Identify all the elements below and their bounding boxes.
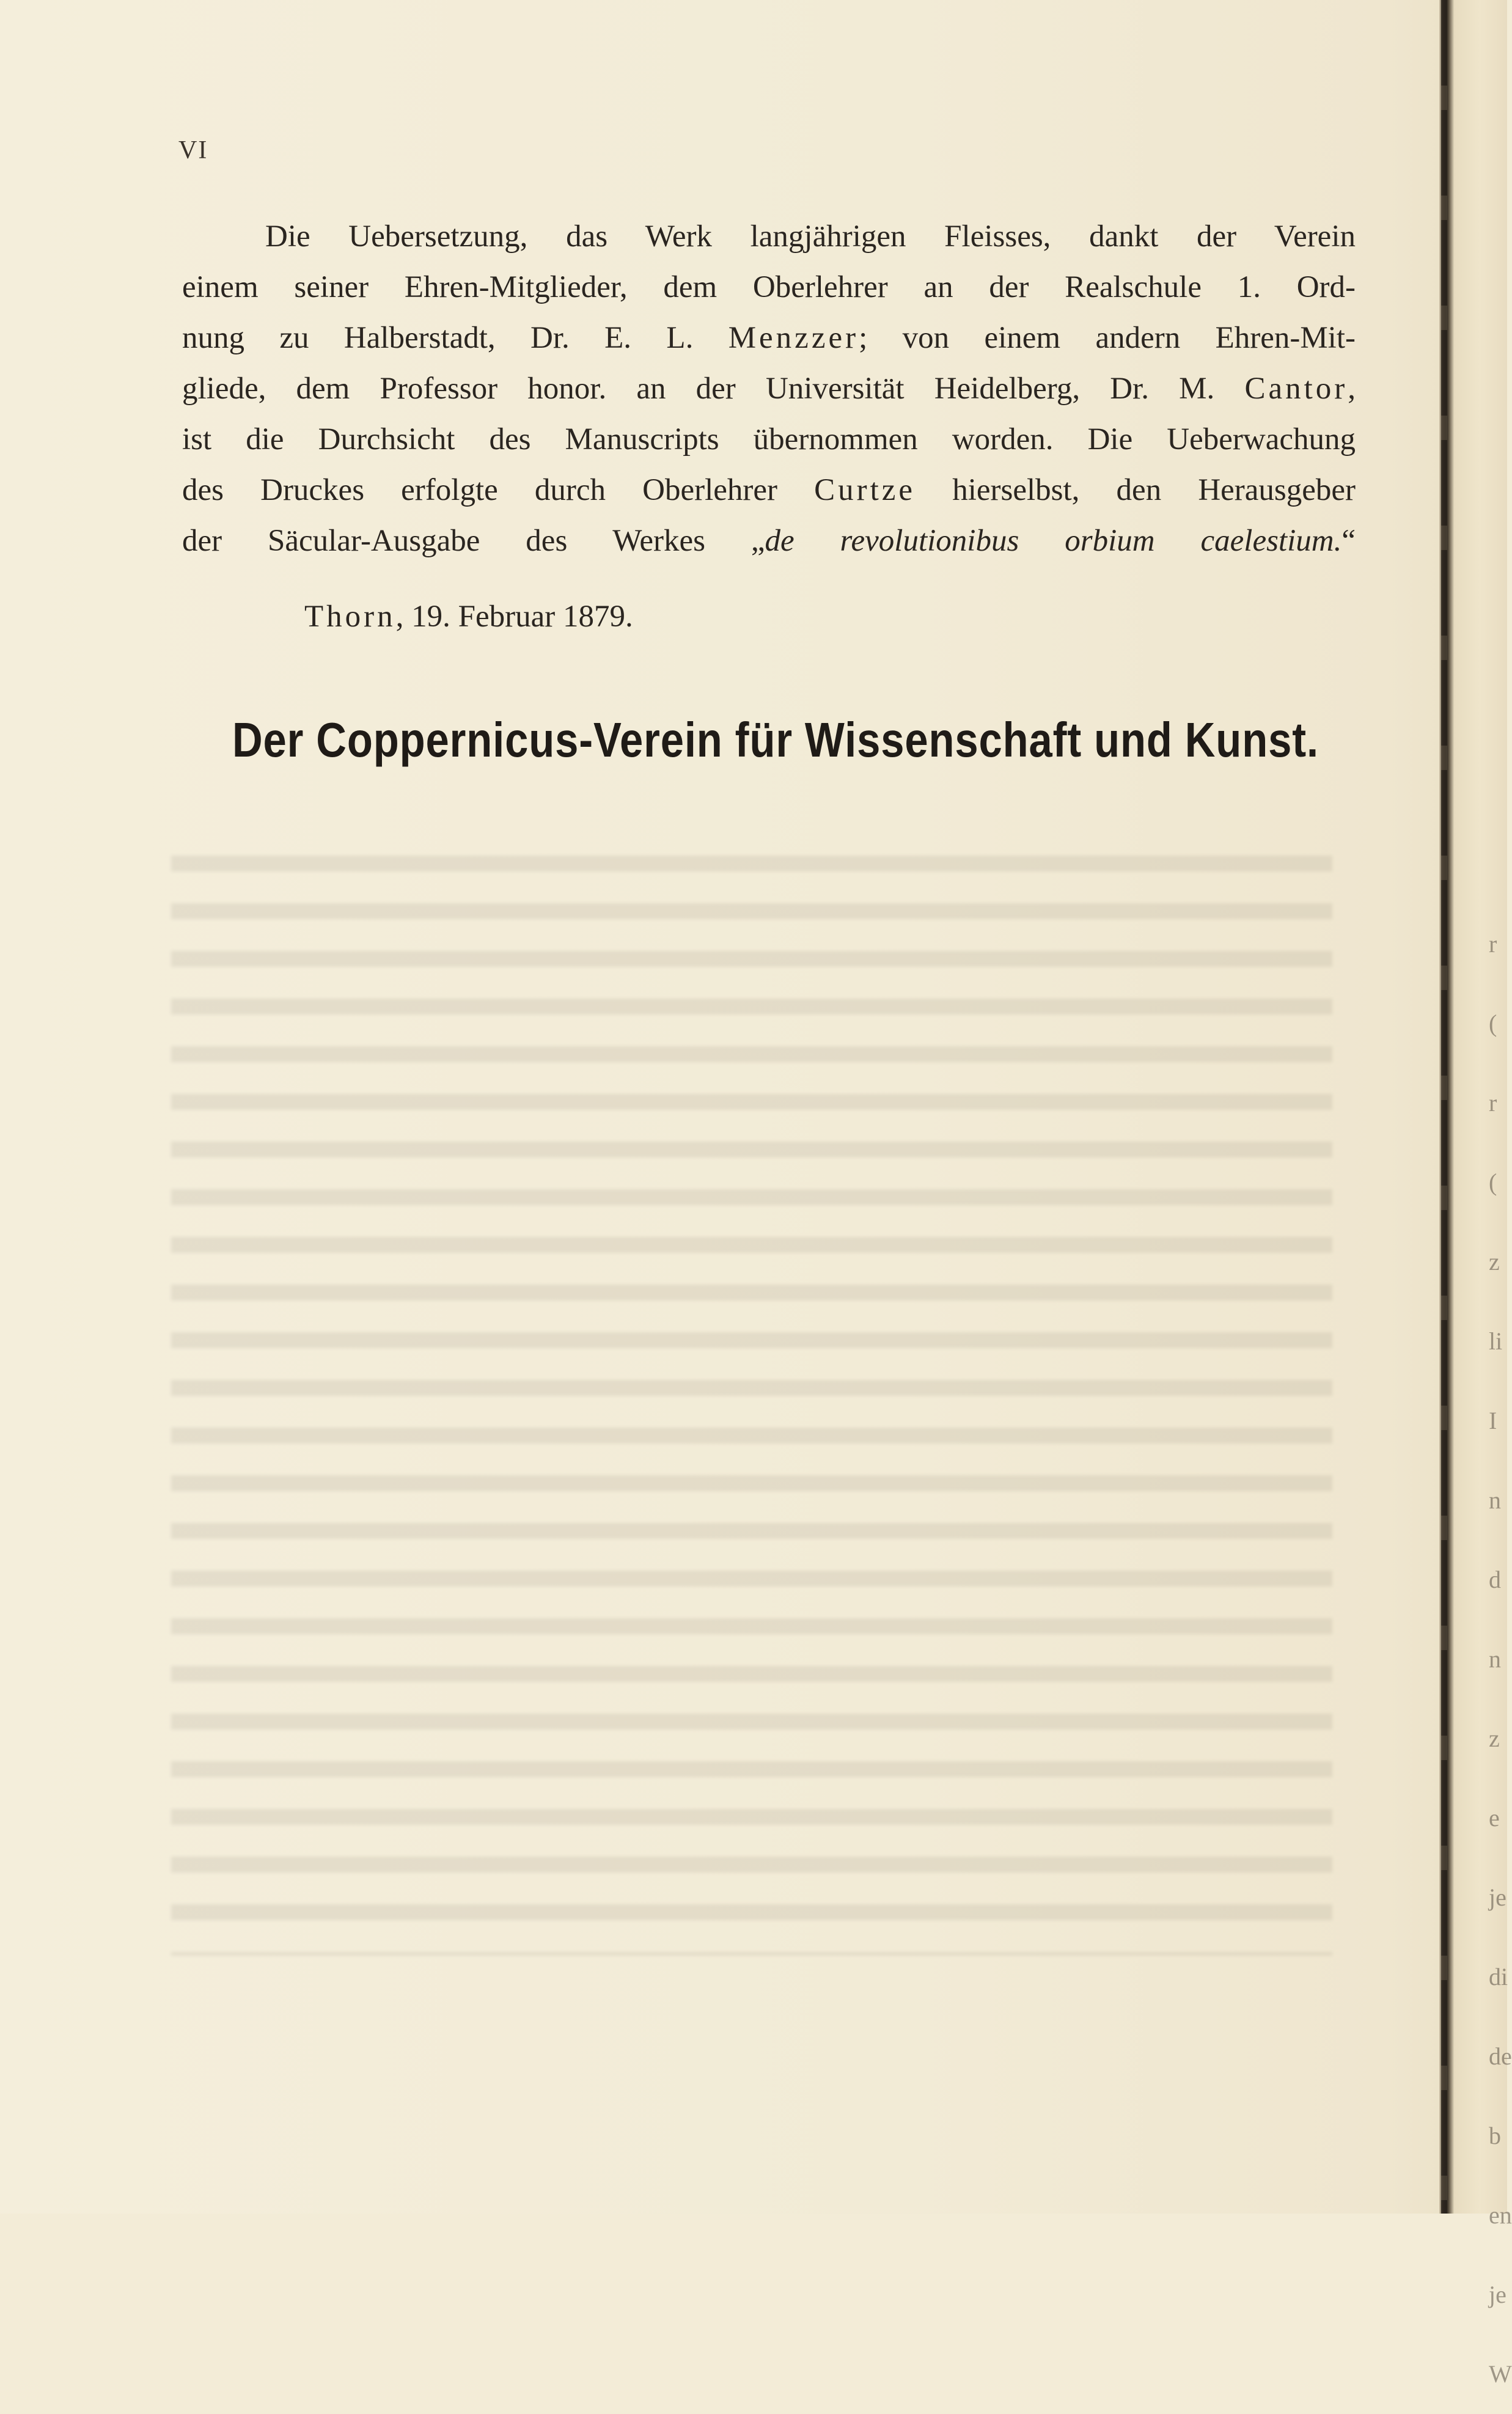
- paragraph-line-3: [182, 313, 1356, 364]
- binding-edge: [1441, 0, 1447, 2214]
- paragraph-line-5: ist die Durchsicht des Manuscripts übernommen worden. Die Ueberwachung: [182, 422, 1356, 457]
- dateline: [304, 599, 633, 634]
- line6-text-a: des Druckes erfolgte durch Oberlehrer: [182, 473, 777, 507]
- paragraph-line-2: einem seiner Ehren-Mitglieder, dem Oberlehrer an der Realschule 1. Ord-: [182, 270, 1356, 304]
- line7-text-a: der Säcular-Ausgabe des Werkes „: [182, 524, 765, 558]
- line6-text-c: hierselbst, den Herausgeber: [952, 473, 1356, 507]
- line3-text-c: ; von einem andern Ehren-Mit-: [859, 321, 1356, 355]
- dateline-date: , 19. Februar 1879.: [395, 600, 633, 634]
- line3-text-a: nung zu Halberstadt, Dr. E. L.: [182, 321, 694, 355]
- line4-text-a: gliede, dem Professor honor. an der Universität Heidelberg, Dr. M.: [182, 372, 1215, 406]
- signature: Der Coppernicus-Verein für Wissenschaft und Kunst.: [232, 713, 1319, 767]
- line4-text-c: ,: [1348, 372, 1356, 406]
- name-cantor: Cantor: [1244, 372, 1348, 406]
- line7-text-c: “: [1341, 524, 1356, 558]
- preface-paragraph: [182, 211, 1356, 567]
- dateline-city: Thorn: [304, 600, 396, 634]
- paragraph-line-6: [182, 465, 1356, 516]
- name-menzzer: Menzzer: [728, 321, 859, 355]
- page-number: VI: [178, 136, 208, 164]
- work-title: de revolutionibus orbium caelestium.: [765, 524, 1342, 558]
- next-page-fragments: r ( r ( z li I n d n z e je di de b en je W: [1489, 930, 1512, 2388]
- bleed-through-text: [171, 856, 1332, 1956]
- name-curtze: Curtze: [814, 473, 916, 507]
- paragraph-line-1: Die Uebersetzung, das Werk langjährigen Fleisses, dankt der Verein: [265, 219, 1356, 254]
- paragraph-line-4: [182, 364, 1356, 414]
- paragraph-line-7: [182, 516, 1356, 567]
